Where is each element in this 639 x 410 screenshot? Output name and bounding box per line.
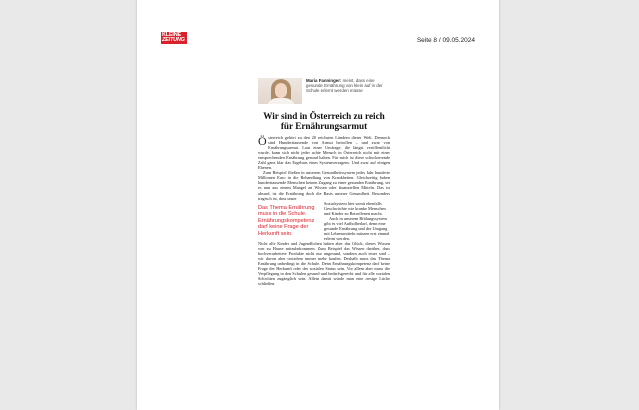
author-photo <box>258 78 302 104</box>
paragraph-1-text: sterreich gehört zu den 20 reichsten Ländern dieser Welt. Dennoch sind Hunderttausende von Armut betroffen – und zwar von Ernährungsarmut. Laut einer Umfrage, die längst veröffentlicht wurde, kann sich nicht jeder achte Mensch in Österreich nicht mit einer entsprechenden Ernährung gesund halten. Für mich ist diese schockierende Zahl ganz klar das Ergebnis eines Systemversagens. Und zwar auf einigen Ebenen. <box>258 135 390 171</box>
author-note <box>306 78 390 94</box>
pull-quote: Das Thema Ernährung muss in die Schule. Ernährungskompetenz darf keine Frage der Herkunft sein. <box>258 204 315 237</box>
author-name: Maria Fanninger: <box>306 78 342 83</box>
article-headline: Wir sind in Österreich zu reich für Ernährungsarmut <box>263 111 385 131</box>
logo-line1: KLEINE <box>162 32 181 38</box>
paragraph-3: Sozialsystem hier somit ebenfalls Geschwächte wie kranke Menschen und Kinder zu Betroffenen macht. <box>324 200 386 216</box>
newspaper-page <box>137 0 499 410</box>
paragraph-4: Auch in unserem Bildungssystem gibt es viel Aufholbedarf, denn eine gesunde Ernährung und der Umgang mit Lebensmitteln müssen erst einmal erlernt werden. <box>324 215 390 241</box>
author-box <box>258 78 390 104</box>
page-info: Seite 8 / 09.05.2024 <box>416 37 475 44</box>
paragraph-5: Nicht alle Kinder und Jugendlichen haben aber das Glück, dieses Wissen von zu Hause mitzubekommen. Zum Beispiel das Wissen darüber, dass hochverarbeitete Produkte nicht nur ungesund, sondern auch teuer sind – wir davon aber trotzdem immer mehr kaufen. Deshalb muss das Thema Ernährung unbedingt in die Schule. Denn Ernährungskompetenz darf keine Frage der Herkunft oder des sozialen Status sein. Vor allem aber muss die Verpflegung in den Schulen gesund und bedarfsgerecht und für alle sozialen Schichten zugänglich sein. Allein damit würde man eine riesige Lücke schließen. <box>258 240 390 287</box>
paragraph-2: Zum Beispiel fließen in unserem Gesundheitssystem jedes Jahr hunderte Millionen Euro in die Behandlung von Krankheiten. Gleichzeitig haben hunderttausende Menschen keinen Zugang zu einer gesunden Ernährung, sei es nun aus einem Mangel an Wissen oder finanziellen Mitteln. Das ist absurd, ist die Ernährung doch die Basis unserer Gesundheit. Besonders tragisch ist, dass unser <box>258 170 390 201</box>
author-note-text: meint, dass eine gesunde Ernährung von klein auf in der Schule erlernt werden müsse <box>306 78 383 94</box>
right-column <box>324 201 390 241</box>
quote-section <box>258 201 390 241</box>
newspaper-logo <box>161 32 187 44</box>
drop-cap: Ö <box>258 133 267 148</box>
paragraph-1 <box>258 135 390 170</box>
article <box>258 78 390 286</box>
logo-line2: ZEITUNG <box>162 37 185 43</box>
